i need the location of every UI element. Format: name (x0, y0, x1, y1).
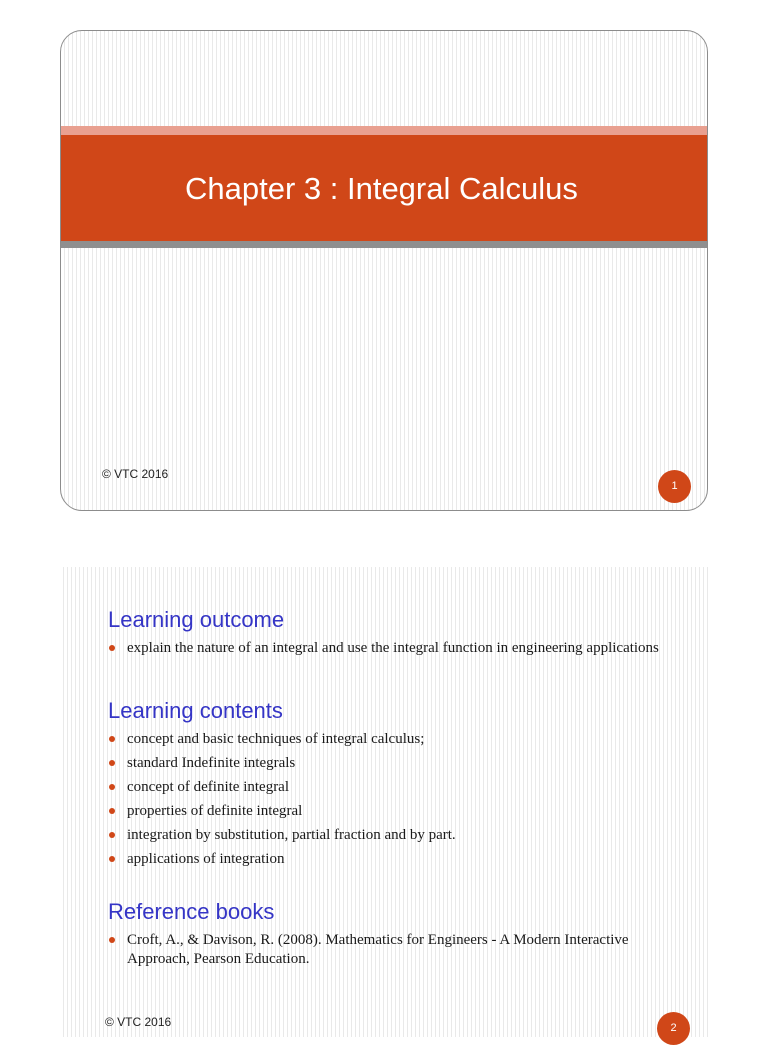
title-slide (60, 30, 708, 511)
section-heading-learning-contents: Learning contents (108, 698, 283, 723)
list-item-text: properties of definite integral (127, 803, 303, 819)
list-item (108, 730, 668, 749)
slide-footer-copyright: © VTC 2016 (105, 1015, 172, 1029)
list-item (108, 754, 668, 773)
bullet-dot-icon (109, 645, 115, 651)
list-item (108, 826, 668, 845)
list-item-text: concept of definite integral (127, 779, 290, 795)
slide-page-number-badge: 1 (658, 470, 691, 503)
slide-page-number-badge: 2 (657, 1012, 690, 1045)
bullet-dot-icon (109, 784, 115, 790)
slide-title: Chapter 3 : Integral Calculus (185, 171, 578, 206)
learning-contents-list (108, 730, 668, 874)
list-item-text: standard Indefinite integrals (127, 755, 296, 771)
list-item (108, 850, 668, 869)
list-item (108, 639, 668, 658)
title-band-bottom-rule (61, 241, 707, 248)
bullet-dot-icon (109, 808, 115, 814)
list-item (108, 778, 668, 797)
bullet-dot-icon (109, 760, 115, 766)
list-item-text: concept and basic techniques of integral calculus; (127, 731, 425, 747)
list-item-text: applications of integration (127, 851, 285, 867)
list-item (108, 931, 668, 969)
learning-outcome-list (108, 639, 668, 663)
title-band-top-accent (61, 126, 707, 135)
section-heading-reference-books: Reference books (108, 899, 275, 924)
slide-footer-copyright: © VTC 2016 (102, 467, 169, 481)
bullet-dot-icon (109, 736, 115, 742)
content-slide (60, 567, 708, 1037)
bullet-dot-icon (109, 856, 115, 862)
bullet-dot-icon (109, 832, 115, 838)
bullet-dot-icon (109, 937, 115, 943)
reference-books-list (108, 931, 668, 974)
list-item-text: Croft, A., & Davison, R. (2008). Mathematics for Engineers - A Modern Interactive Approach, Pearson Education. (127, 932, 629, 967)
section-heading-learning-outcome: Learning outcome (108, 607, 285, 632)
list-item-text: explain the nature of an integral and use the integral function in engineering applications (127, 640, 659, 656)
list-item-text: integration by substitution, partial fraction and by part. (127, 827, 456, 843)
list-item (108, 802, 668, 821)
